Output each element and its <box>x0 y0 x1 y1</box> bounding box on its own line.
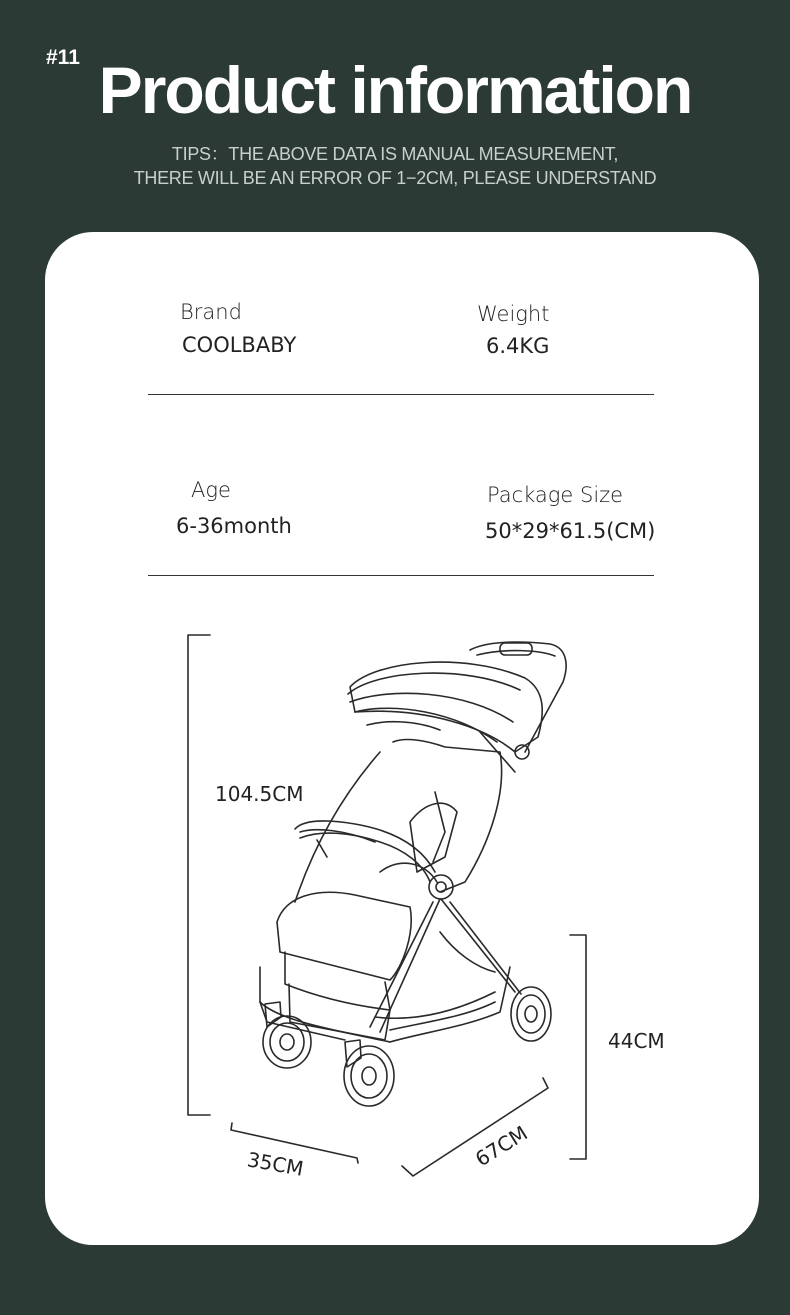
product-info-card <box>45 232 759 1245</box>
footrest <box>260 892 411 1042</box>
tips-note <box>0 142 790 190</box>
brand-label: Brand <box>180 300 242 324</box>
front-left-wheel <box>263 1002 311 1068</box>
package-size-value: 50*29*61.5(CM) <box>485 519 656 543</box>
seat-height-dimension-line <box>570 935 586 1159</box>
bumper-bar <box>295 821 453 899</box>
weight-label: Weight <box>477 302 550 326</box>
brand-value: COOLBABY <box>182 333 297 357</box>
length-dimension-line <box>402 1078 548 1176</box>
page-title: Product information <box>98 53 692 127</box>
page-number: #11 <box>46 46 80 69</box>
handlebar <box>470 642 566 759</box>
front-right-wheel <box>344 1040 394 1106</box>
tips-line-1: TIPS：THE ABOVE DATA IS MANUAL MEASUREMENT, <box>171 144 619 164</box>
width-dimension-line <box>231 1123 358 1163</box>
tips-line-2: THERE WILL BE AN ERROR OF 1−2CM, PLEASE UNDERSTAND <box>133 168 657 188</box>
stroller-illustration <box>45 232 759 1245</box>
height-dimension-label: 104.5CM <box>215 782 304 806</box>
width-dimension-label: 35CM <box>245 1147 306 1181</box>
age-label: Age <box>191 478 231 502</box>
package-size-label: Package Size <box>487 483 624 507</box>
seat-height-dimension-label: 44CM <box>608 1029 665 1053</box>
length-dimension-label: 67CM <box>470 1120 532 1172</box>
age-value: 6-36month <box>176 514 292 538</box>
rear-wheel <box>511 987 551 1041</box>
height-dimension-line <box>188 635 210 1115</box>
weight-value: 6.4KG <box>486 334 550 358</box>
